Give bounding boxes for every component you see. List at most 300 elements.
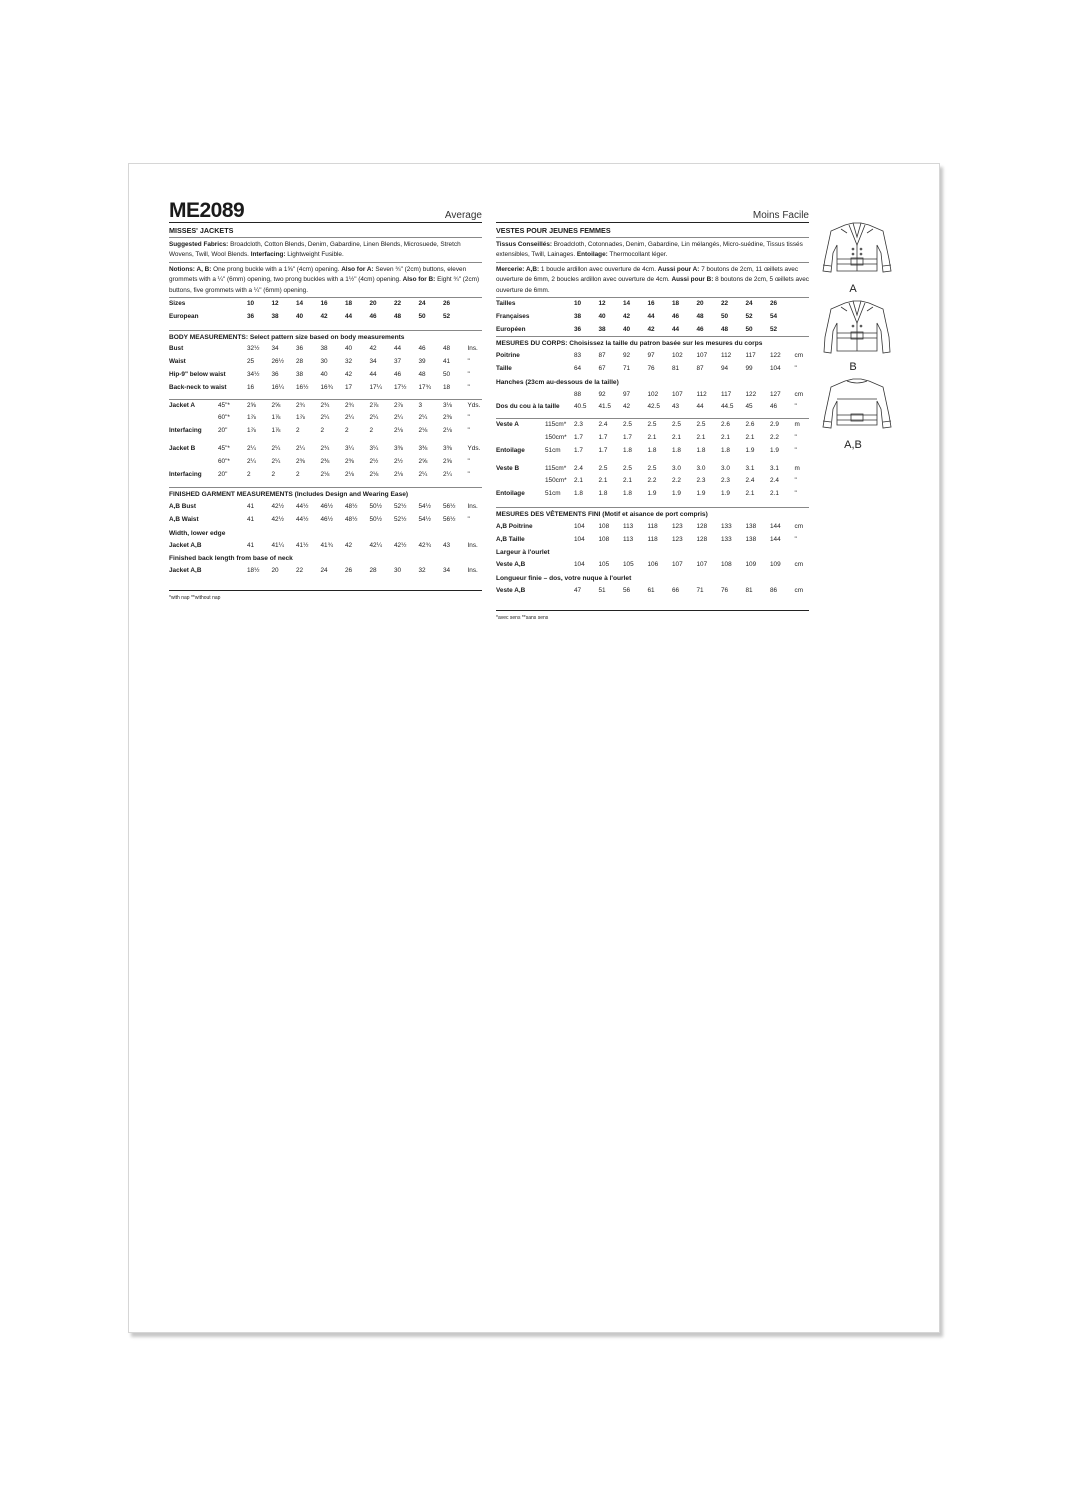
- table-row: [169, 298, 482, 311]
- table-cell: 34: [369, 358, 377, 366]
- table-cell: 51: [598, 586, 606, 594]
- table-cell: 52: [745, 312, 753, 320]
- table-cell: 3.0: [672, 464, 681, 472]
- table-cell: 44.5: [721, 403, 734, 411]
- table-cell: 61: [647, 586, 655, 594]
- table-cell: 3⅛: [443, 401, 452, 409]
- unit: ": [467, 371, 470, 379]
- divider: [169, 590, 482, 591]
- size-table-fr: [496, 298, 809, 336]
- table-cell: 2: [296, 470, 300, 478]
- unit: m: [794, 421, 800, 429]
- table-cell: 41¼: [271, 541, 284, 549]
- table-cell: 44: [394, 345, 402, 353]
- table-cell: 2¼: [271, 457, 281, 465]
- table-cell: 2.5: [623, 421, 632, 429]
- unit: cm: [794, 561, 804, 569]
- table-cell: 1.7: [574, 446, 583, 454]
- table-cell: 38: [598, 325, 606, 333]
- table-cell: 117: [721, 390, 732, 398]
- unit: ": [467, 414, 470, 422]
- row-label: Poitrine: [496, 352, 520, 360]
- table-cell: 105: [598, 561, 610, 569]
- table-cell: 2¾: [345, 401, 354, 409]
- table-cell: 112: [721, 352, 732, 360]
- table-cell: 2.4: [745, 477, 755, 485]
- pattern-sheet: [128, 163, 940, 1333]
- table-cell: 127: [770, 390, 781, 398]
- table-cell: 2⅛: [345, 470, 354, 478]
- table-row: [496, 521, 809, 534]
- fabric-width: 60"*: [218, 457, 230, 465]
- table-cell: 2.1: [745, 434, 755, 441]
- row-label: [169, 412, 218, 425]
- table-cell: 42: [369, 345, 377, 353]
- table-cell: 20: [696, 300, 704, 308]
- table-cell: 42¾: [418, 541, 431, 549]
- table-cell: 2.5: [647, 421, 657, 429]
- table-row: [496, 585, 809, 598]
- unit: Ins.: [467, 567, 478, 575]
- table-cell: 37: [394, 358, 402, 366]
- table-cell: 2¼: [247, 457, 256, 465]
- header-en: [169, 200, 482, 223]
- table-cell: 14: [296, 300, 304, 308]
- table-cell: 107: [672, 390, 683, 398]
- table-cell: 40.5: [574, 403, 587, 411]
- table-cell: 1.8: [574, 490, 583, 498]
- view-label: A: [849, 283, 857, 295]
- table-cell: 1⅞: [271, 414, 281, 422]
- table-cell: 113: [623, 535, 634, 543]
- row-label: [496, 475, 545, 488]
- table-cell: 1⅞: [247, 414, 256, 422]
- fabrics-en: Suggested Fabrics: Broadcloth, Cotton Blends, Denim, Gabardine, Linen Blends, Microsuede, Stretch Wovens, Twill, Wool Blends. Interfacing: Lightweight Fusible.: [169, 240, 482, 263]
- table-cell: 109: [745, 561, 757, 569]
- table-cell: 2.6: [721, 421, 730, 429]
- unit: Yds.: [467, 445, 481, 452]
- table-row: [496, 432, 809, 445]
- unit: ": [467, 515, 470, 523]
- table-cell: 3: [418, 401, 423, 409]
- pattern-code: ME2089: [169, 199, 245, 222]
- table-cell: 2: [296, 427, 300, 435]
- table-cell: 17¾: [418, 383, 431, 391]
- table-cell: 50: [443, 371, 451, 379]
- table-cell: 48: [443, 345, 451, 353]
- hip-row-fr: [496, 389, 809, 402]
- table-cell: 1.7: [623, 434, 632, 441]
- table-cell: 2⅜: [320, 457, 330, 465]
- table-row: [169, 501, 482, 514]
- row-label: A,B Bust: [169, 503, 196, 511]
- table-cell: 113: [623, 522, 634, 530]
- table-cell: 123: [672, 522, 683, 530]
- table-cell: 2.3: [696, 477, 706, 485]
- table-cell: 81: [672, 365, 680, 373]
- table-cell: 2¼: [418, 414, 428, 422]
- table-row: [169, 469, 482, 482]
- length-row-fr: [496, 585, 809, 598]
- table-row: [496, 475, 809, 488]
- table-cell: 34½: [247, 371, 260, 379]
- table-row: [496, 559, 809, 572]
- table-cell: 108: [598, 535, 610, 543]
- table-cell: 44½: [296, 515, 309, 523]
- table-cell: 20: [271, 567, 279, 575]
- table-cell: 36: [574, 325, 582, 333]
- table-cell: 71: [623, 365, 631, 373]
- table-cell: 133: [721, 535, 732, 543]
- table-cell: 18½: [247, 567, 260, 575]
- table-cell: 112: [696, 390, 707, 398]
- table-cell: 44: [345, 312, 353, 320]
- table-cell: 2.1: [745, 490, 755, 498]
- table-cell: 50: [418, 312, 426, 320]
- table-cell: 38: [574, 312, 582, 320]
- finished-heading-fr: MESURES DES VÊTEMENTS FINI (Motif et aisance de port compris): [496, 507, 809, 521]
- table-cell: 1.8: [696, 446, 706, 454]
- row-label: Jacket A: [169, 401, 196, 409]
- table-cell: 24: [418, 300, 426, 308]
- title-en: MISSES' JACKETS: [169, 226, 482, 238]
- table-cell: 42½: [394, 541, 407, 549]
- table-cell: 18: [672, 300, 680, 308]
- table-row: [496, 445, 809, 458]
- table-cell: 38: [320, 345, 328, 353]
- table-cell: 50½: [369, 503, 382, 511]
- unit: ": [794, 365, 797, 373]
- row-label: Hip-9" below waist: [169, 371, 226, 379]
- unit: m: [794, 464, 800, 472]
- table-cell: 16: [647, 300, 655, 308]
- table-cell: 2.5: [598, 464, 608, 472]
- table-cell: 109: [770, 561, 781, 569]
- table-cell: 2.5: [623, 464, 632, 472]
- difficulty-fr: Moins Facile: [752, 210, 809, 221]
- unit: ": [467, 427, 470, 435]
- table-cell: 36: [247, 312, 255, 320]
- row-label: Interfacing: [169, 427, 202, 435]
- table-cell: 2⅜: [296, 457, 305, 465]
- table-cell: 133: [721, 522, 732, 530]
- table-cell: 10: [574, 300, 582, 308]
- table-cell: 86: [770, 586, 778, 594]
- table-row: [169, 443, 482, 456]
- table-cell: 1.8: [623, 446, 632, 454]
- table-cell: 2.1: [598, 477, 608, 485]
- table-cell: 2.1: [770, 490, 779, 498]
- table-cell: 22: [721, 300, 729, 308]
- fabric-width: 60"*: [218, 414, 230, 422]
- fabrics-fr: Tissus Conseillés: Broadcloth, Cotonnades, Denim, Gabardine, Lin mélangés, Micro-suédine, Tissus tissés extensibles, Twill, Lainages. Entoilage: Thermocollant léger.: [496, 240, 809, 263]
- row-label: A,B Taille: [496, 535, 525, 543]
- table-cell: 1.7: [598, 446, 608, 454]
- table-cell: 34: [443, 567, 451, 575]
- table-cell: 18: [345, 300, 353, 308]
- table-cell: 24: [745, 300, 753, 308]
- unit: Ins.: [467, 541, 478, 549]
- fabric-width: 45"*: [218, 445, 230, 452]
- table-cell: 40: [320, 371, 328, 379]
- table-cell: 41: [247, 503, 255, 511]
- unit: ": [467, 470, 470, 478]
- hip-heading-fr: Hanches (23cm au-dessous de la taille): [496, 378, 619, 386]
- table-cell: 3⅜: [418, 445, 428, 452]
- table-cell: 46: [369, 312, 377, 320]
- table-cell: 54½: [418, 503, 431, 511]
- table-cell: 43: [443, 541, 451, 549]
- table-cell: 54½: [418, 515, 431, 523]
- row-label: Veste A: [496, 421, 519, 429]
- table-cell: 2.5: [647, 464, 657, 472]
- table-cell: 2.2: [672, 477, 681, 485]
- table-cell: 138: [745, 535, 757, 543]
- table-cell: 41: [443, 358, 451, 366]
- view-b-sketch: [817, 297, 919, 375]
- table-cell: 42: [345, 371, 353, 379]
- table-cell: 1.8: [721, 446, 730, 454]
- table-cell: 2: [247, 470, 251, 478]
- table-cell: 17½: [394, 383, 407, 391]
- row-label: Jacket B: [169, 445, 196, 452]
- table-cell: 39: [418, 358, 426, 366]
- table-cell: 30: [320, 358, 328, 366]
- table-cell: 2⅛: [320, 470, 330, 478]
- fabric-width: 115cm*: [545, 421, 567, 429]
- unit: ": [794, 535, 797, 543]
- row-label: European: [169, 312, 199, 320]
- table-row: [169, 565, 482, 578]
- table-cell: 2⅛: [394, 470, 403, 478]
- table-cell: 1.8: [647, 446, 657, 454]
- table-cell: 97: [647, 352, 655, 360]
- table-cell: 2¾: [320, 401, 330, 409]
- table-row: [169, 412, 482, 425]
- table-cell: 32: [345, 358, 353, 366]
- table-row: [496, 419, 809, 432]
- table-cell: 40: [623, 325, 631, 333]
- table-cell: 28: [296, 358, 304, 366]
- fabric-width: 115cm*: [545, 464, 567, 472]
- table-cell: 52: [443, 312, 451, 320]
- table-cell: 122: [745, 390, 757, 398]
- table-cell: 12: [271, 300, 279, 308]
- table-cell: 138: [745, 522, 757, 530]
- row-label: [496, 432, 545, 445]
- table-cell: 42½: [271, 503, 284, 511]
- table-cell: 2¾: [320, 445, 330, 452]
- fabric-width: 150cm*: [545, 477, 567, 485]
- unit: cm: [794, 586, 804, 594]
- table-cell: 104: [574, 535, 585, 543]
- table-cell: 46½: [320, 515, 333, 523]
- table-cell: 66: [672, 586, 680, 594]
- table-cell: 48: [721, 325, 729, 333]
- table-cell: 42: [623, 312, 631, 320]
- table-cell: 2⅜: [345, 457, 354, 465]
- table-cell: 107: [672, 561, 683, 569]
- table-cell: 107: [696, 561, 708, 569]
- table-cell: 87: [598, 352, 606, 360]
- table-cell: 42: [345, 541, 353, 549]
- table-cell: 14: [623, 300, 631, 308]
- table-cell: 1.9: [696, 490, 706, 498]
- french-column: [496, 200, 809, 621]
- view-label: A,B: [844, 439, 862, 451]
- technical-sketches: [817, 219, 919, 453]
- table-cell: 44: [696, 403, 704, 411]
- unit: ": [794, 477, 797, 485]
- table-cell: 26: [345, 567, 353, 575]
- row-label: Jacket A,B: [169, 567, 202, 575]
- table-cell: 2¼: [271, 445, 281, 452]
- table-cell: 104: [574, 522, 585, 530]
- table-cell: 26½: [271, 358, 284, 366]
- table-cell: 102: [647, 390, 659, 398]
- table-cell: 3⅜: [443, 445, 452, 452]
- table-cell: 117: [745, 352, 756, 360]
- table-cell: 144: [770, 535, 781, 543]
- table-cell: 48½: [345, 515, 358, 523]
- table-cell: 34: [271, 345, 279, 353]
- table-row: [169, 425, 482, 438]
- table-cell: 3¼: [345, 445, 354, 452]
- table-cell: 52: [770, 325, 778, 333]
- table-cell: 16¼: [271, 383, 284, 391]
- table-row: [169, 311, 482, 324]
- table-cell: 42½: [271, 515, 284, 523]
- table-cell: 2¼: [345, 414, 354, 422]
- unit: ": [467, 457, 470, 465]
- table-cell: 44: [647, 312, 655, 320]
- table-cell: 2⅝: [443, 457, 452, 465]
- table-cell: 2⅛: [369, 470, 379, 478]
- unit: cm: [794, 522, 804, 530]
- table-cell: 25: [247, 358, 255, 366]
- table-cell: 2⅛: [394, 427, 403, 435]
- table-cell: 2.6: [745, 421, 755, 429]
- table-cell: 50: [721, 312, 729, 320]
- jacket-back-sketch-icon: [817, 375, 897, 439]
- table-cell: 92: [598, 390, 606, 398]
- table-cell: 3¼: [369, 445, 379, 452]
- table-cell: 1.8: [623, 490, 632, 498]
- table-cell: 97: [623, 390, 631, 398]
- width-row-en: [169, 540, 482, 553]
- table-cell: 42: [623, 403, 631, 411]
- table-cell: 41: [247, 515, 255, 523]
- header-fr: [496, 200, 809, 223]
- table-cell: 2¼: [247, 445, 256, 452]
- table-cell: 22: [296, 567, 304, 575]
- table-cell: 1⅞: [271, 427, 281, 435]
- unit: ": [794, 434, 797, 441]
- table-cell: 2¼: [443, 470, 452, 478]
- table-cell: 1.9: [745, 446, 755, 454]
- table-cell: 2⅞: [394, 401, 403, 409]
- table-cell: 40: [598, 312, 606, 320]
- unit: Ins.: [467, 503, 478, 511]
- table-row: [496, 534, 809, 547]
- table-cell: 12: [598, 300, 606, 308]
- table-cell: 76: [647, 365, 655, 373]
- table-cell: 2.2: [647, 477, 657, 485]
- table-row: [169, 540, 482, 553]
- unit: ": [467, 383, 470, 391]
- table-cell: 2¼: [296, 445, 305, 452]
- table-cell: 20: [369, 300, 377, 308]
- fabric-width: 150cm*: [545, 434, 567, 441]
- table-cell: 2.5: [672, 421, 681, 429]
- unit: ": [794, 490, 797, 498]
- table-cell: 46: [696, 325, 704, 333]
- table-cell: 45: [745, 403, 753, 411]
- row-label: Veste A,B: [496, 586, 526, 594]
- table-cell: 40: [345, 345, 353, 353]
- width-heading-fr: Largeur à l'ourlet: [496, 549, 550, 557]
- table-row: [496, 311, 809, 324]
- table-cell: 118: [647, 535, 658, 543]
- row-label: [496, 389, 574, 402]
- title-fr: VESTES POUR JEUNES FEMMES: [496, 226, 809, 238]
- table-cell: 1⅞: [296, 414, 305, 422]
- table-cell: 2¼: [394, 414, 403, 422]
- notions-en: Notions: A, B: One prong buckle with a 1⅝" (4cm) opening. Also for A: Seven ¾" (2cm) buttons, eleven grommets with a ¼" (6mm) opening, two prong buckles with a 1½" (4cm) opening. Also for B: Eight ¾" (2cm) buttons, five grommets with a ¼" (6mm) opening.: [169, 265, 482, 298]
- row-label: Européen: [496, 325, 526, 333]
- row-label: Taille: [496, 365, 512, 373]
- table-cell: 26: [770, 300, 778, 308]
- table-cell: 2⅛: [443, 427, 452, 435]
- finished-table-en: [169, 501, 482, 527]
- table-cell: 36: [296, 345, 304, 353]
- table-cell: 144: [770, 522, 781, 530]
- table-cell: 10: [247, 300, 255, 308]
- unit: Yds.: [467, 401, 481, 409]
- table-row: [169, 400, 482, 413]
- table-cell: 46: [672, 312, 680, 320]
- row-label: A,B Poitrine: [496, 522, 533, 530]
- table-cell: 28: [369, 567, 377, 575]
- row-label: Entoilage: [496, 490, 525, 498]
- table-cell: 123: [672, 535, 683, 543]
- table-cell: 1.7: [574, 434, 583, 441]
- table-cell: 56: [623, 586, 631, 594]
- table-cell: 36: [271, 371, 279, 379]
- row-label: [169, 456, 218, 469]
- table-cell: 2½: [369, 457, 379, 465]
- table-cell: 2.3: [721, 477, 730, 485]
- table-cell: 41.5: [598, 403, 611, 411]
- table-cell: 2.1: [574, 477, 583, 485]
- notions-fr: Mercerie: A,B: 1 boucle ardillon avec ouverture de 4cm. Aussi pour A: 7 boutons de 2cm, 11 œillets avec ouverture de 6mm, 2 boucles ardillon avec ouverture de 4cm. Aussi pour B: 8 boutons de 2cm, 5 œillets avec ouverture de 6mm.: [496, 265, 809, 298]
- body-table-en: [169, 343, 482, 394]
- body-heading-fr: MESURES DU CORPS: Choisissez la taille du patron basée sur les mesures du corps: [496, 336, 809, 350]
- finished-table-fr: [496, 521, 809, 547]
- table-cell: 43: [672, 403, 680, 411]
- length-heading-fr: Longueur finie – dos, votre nuque à l'ourlet: [496, 574, 632, 582]
- table-cell: 3.0: [696, 464, 706, 472]
- table-cell: 44: [672, 325, 680, 333]
- table-cell: 42: [320, 312, 328, 320]
- row-label: Tailles: [496, 300, 516, 308]
- fabric-width: 51cm: [545, 490, 561, 498]
- table-cell: 46: [770, 403, 778, 411]
- table-cell: 18: [443, 383, 451, 391]
- table-cell: 22: [394, 300, 402, 308]
- table-cell: 46: [418, 345, 426, 353]
- table-cell: 16¾: [320, 383, 333, 391]
